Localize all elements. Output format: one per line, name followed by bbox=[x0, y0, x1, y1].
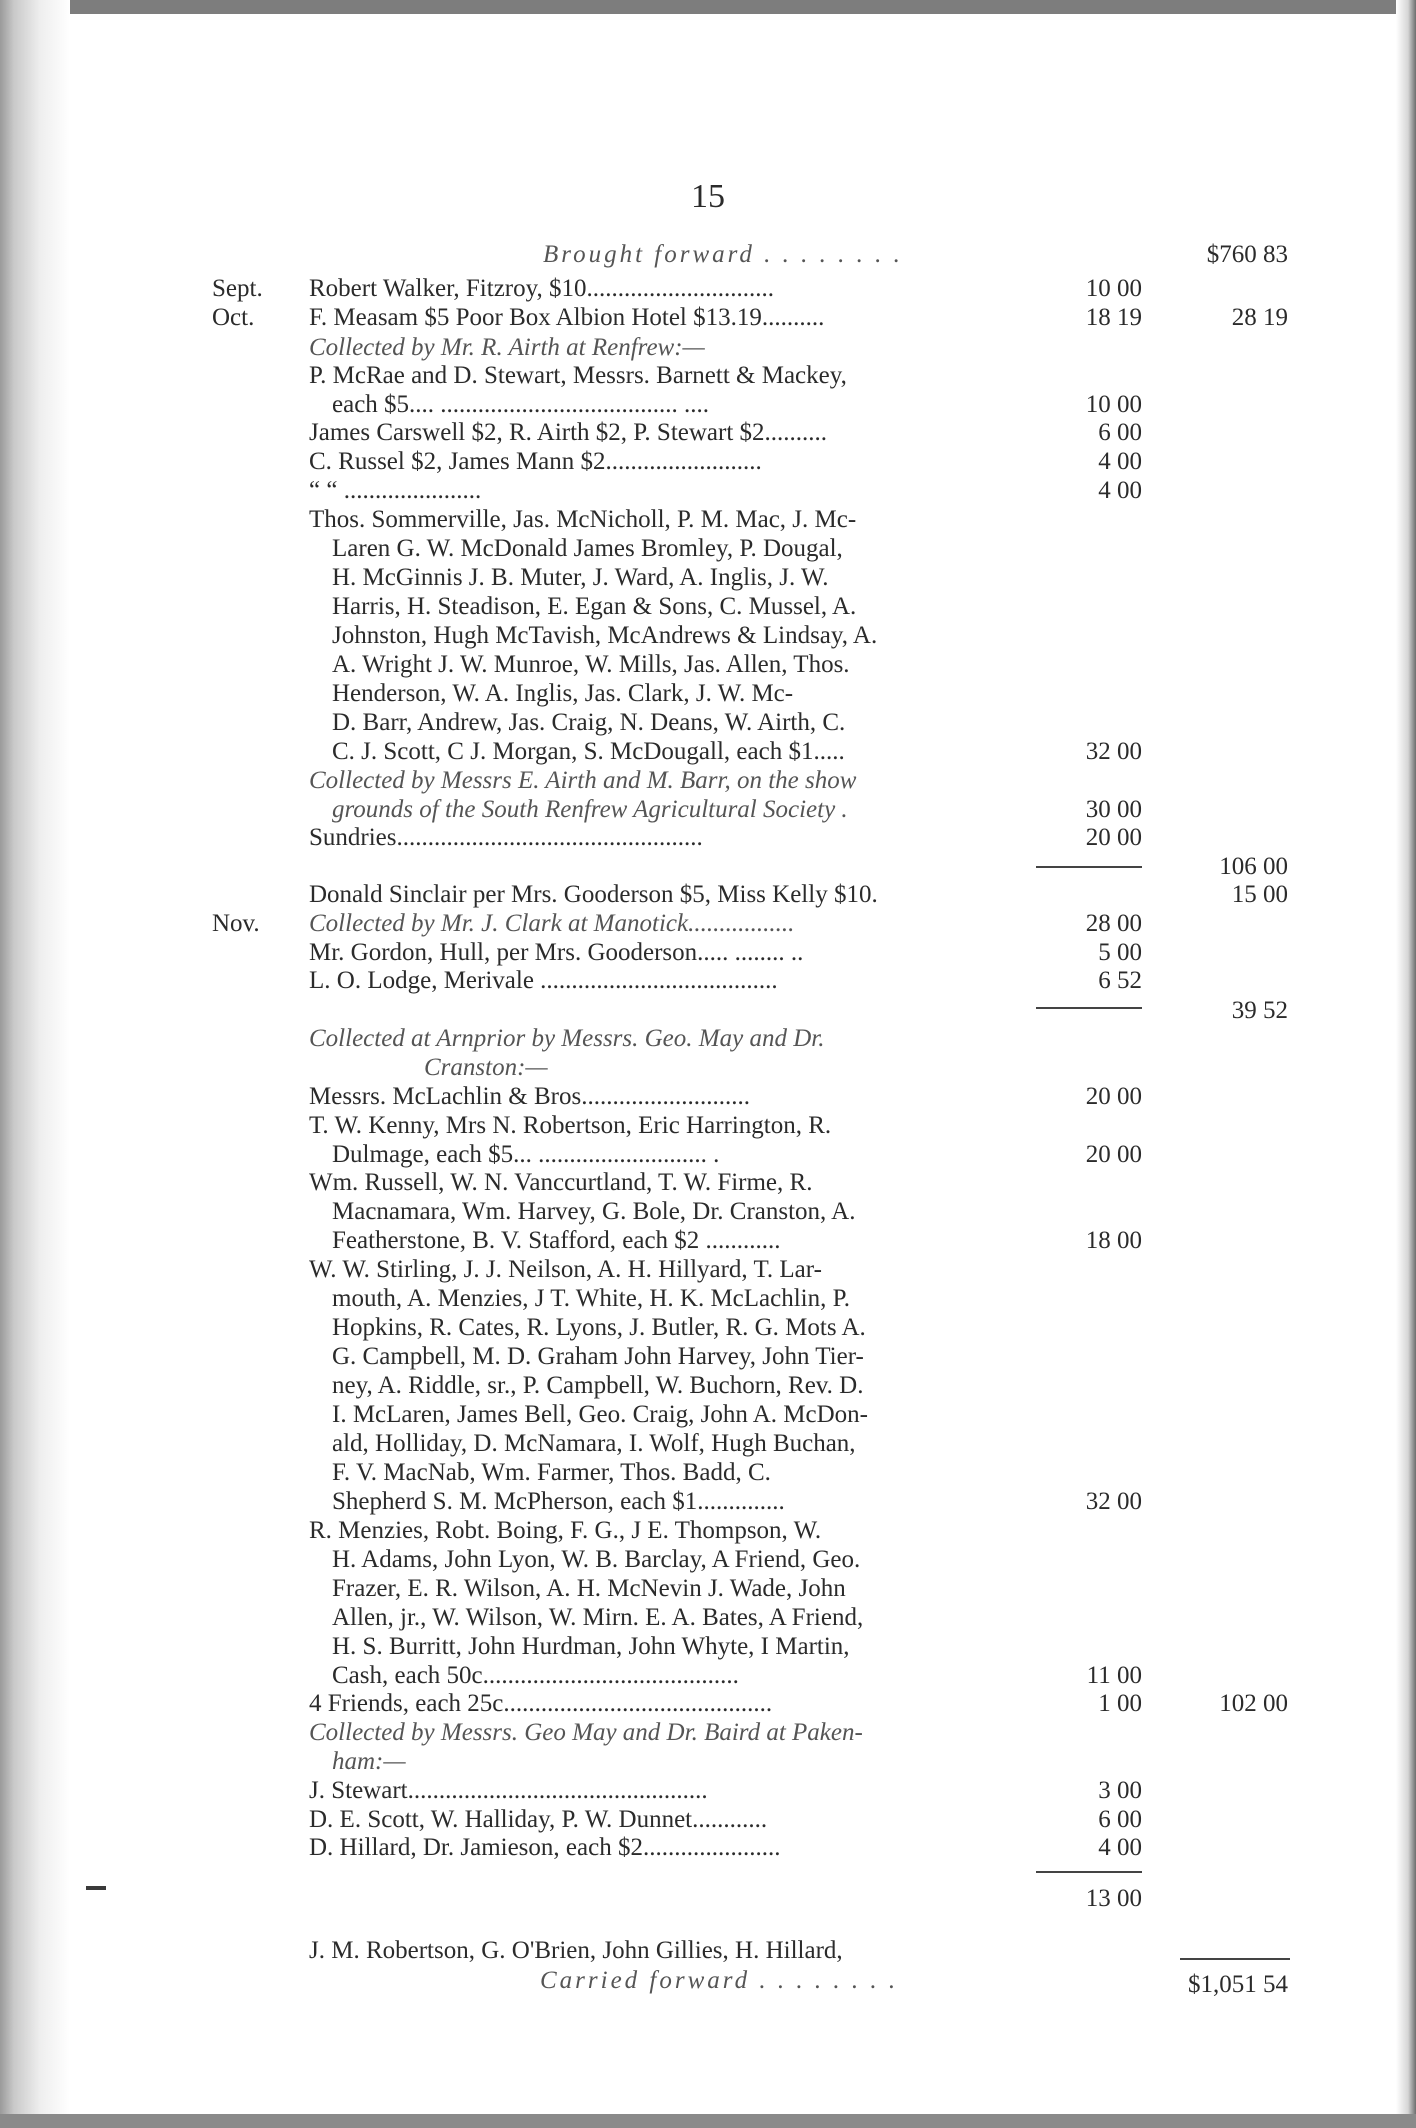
entry-description: Harris, H. Steadison, E. Egan & Sons, C. Mussel, A. bbox=[332, 593, 857, 620]
entry-amount: 18 19 bbox=[1085, 304, 1142, 331]
entry-description: Featherstone, B. V. Stafford, each $2 ............ bbox=[332, 1227, 781, 1254]
entry-amount: 20 00 bbox=[1085, 1141, 1142, 1168]
entry-total: 15 00 bbox=[1231, 881, 1288, 908]
entry-description: Brought forward . . . . . . . . bbox=[543, 241, 903, 268]
entry-amount: 10 00 bbox=[1085, 275, 1142, 302]
sum-rule bbox=[1036, 1871, 1142, 1873]
entry-description: Collected at Arnprior by Messrs. Geo. May and Dr. bbox=[309, 1025, 825, 1052]
entry-amount: 4 00 bbox=[1098, 1834, 1142, 1861]
entry-total: 39 52 bbox=[1231, 997, 1288, 1024]
entry-description: F. V. MacNab, Wm. Farmer, Thos. Badd, C. bbox=[332, 1459, 771, 1486]
entry-description: L. O. Lodge, Merivale ...................................... bbox=[309, 967, 778, 994]
entry-amount: 6 00 bbox=[1098, 419, 1142, 446]
entry-description: Hopkins, R. Cates, R. Lyons, J. Butler, R. G. Mots A. bbox=[332, 1314, 866, 1341]
entry-amount: 32 00 bbox=[1085, 1488, 1142, 1515]
entry-description: R. Menzies, Robt. Boing, F. G., J E. Thompson, W. bbox=[309, 1517, 822, 1544]
entry-description: T. W. Kenny, Mrs N. Robertson, Eric Harrington, R. bbox=[309, 1112, 832, 1139]
entry-description: ham:— bbox=[332, 1748, 406, 1775]
entry-date: Oct. bbox=[212, 304, 255, 331]
entry-total: 106 00 bbox=[1219, 853, 1288, 880]
entry-description: Messrs. McLachlin & Bros........................... bbox=[309, 1083, 750, 1110]
entry-date: Sept. bbox=[212, 275, 263, 302]
entry-amount: 6 00 bbox=[1098, 1806, 1142, 1833]
entry-description: Wm. Russell, W. N. Vanccurtland, T. W. Firme, R. bbox=[309, 1169, 813, 1196]
entry-total: $760 83 bbox=[1206, 241, 1288, 268]
sum-rule bbox=[1036, 866, 1142, 868]
entry-description: Thos. Sommerville, Jas. McNicholl, P. M. Mac, J. Mc- bbox=[309, 506, 857, 533]
entry-description: each $5.... ...................................... .... bbox=[332, 391, 710, 418]
entry-description: 4 Friends, each 25c........................................... bbox=[309, 1690, 773, 1717]
entry-amount: 4 00 bbox=[1098, 477, 1142, 504]
page-number: 15 bbox=[691, 178, 725, 215]
entry-amount: 10 00 bbox=[1085, 391, 1142, 418]
entry-description: I. McLaren, James Bell, Geo. Craig, John A. McDon- bbox=[332, 1401, 868, 1428]
entry-date: Nov. bbox=[212, 910, 260, 937]
scan-border-bottom bbox=[0, 2114, 1416, 2128]
entry-description: D. Hillard, Dr. Jamieson, each $2...................... bbox=[309, 1834, 781, 1861]
entry-description: H. McGinnis J. B. Muter, J. Ward, A. Inglis, J. W. bbox=[332, 564, 829, 591]
entry-description: Robert Walker, Fitzroy, $10.............................. bbox=[309, 275, 774, 302]
entry-description: Sundries................................................. bbox=[309, 824, 703, 851]
entry-description: W. W. Stirling, J. J. Neilson, A. H. Hillyard, T. Lar- bbox=[309, 1256, 822, 1283]
entry-description: Donald Sinclair per Mrs. Gooderson $5, Miss Kelly $10. bbox=[309, 881, 878, 908]
entry-description: grounds of the South Renfrew Agricultural Society . bbox=[332, 796, 848, 823]
entry-total: $1,051 54 bbox=[1188, 1971, 1288, 1998]
entry-description: Mr. Gordon, Hull, per Mrs. Gooderson..... ........ .. bbox=[309, 939, 804, 966]
entry-description: A. Wright J. W. Munroe, W. Mills, Jas. Allen, Thos. bbox=[332, 651, 850, 678]
entry-amount: 20 00 bbox=[1085, 1083, 1142, 1110]
entry-description: C. Russel $2, James Mann $2......................... bbox=[309, 448, 762, 475]
entry-description: James Carswell $2, R. Airth $2, P. Stewart $2.......... bbox=[309, 419, 828, 446]
entry-description: Johnston, Hugh McTavish, McAndrews & Lindsay, A. bbox=[332, 622, 878, 649]
entry-description: P. McRae and D. Stewart, Messrs. Barnett & Mackey, bbox=[309, 362, 847, 389]
entry-amount: 11 00 bbox=[1086, 1662, 1142, 1689]
entry-amount: 18 00 bbox=[1085, 1227, 1142, 1254]
entry-description: D. E. Scott, W. Halliday, P. W. Dunnet............ bbox=[309, 1806, 768, 1833]
entry-description: Henderson, W. A. Inglis, Jas. Clark, J. W. Mc- bbox=[332, 680, 794, 707]
entry-description: J. Stewart................................................ bbox=[309, 1777, 708, 1804]
entry-amount: 1 00 bbox=[1098, 1690, 1142, 1717]
entry-amount: 3 00 bbox=[1098, 1777, 1142, 1804]
entry-description: Collected by Mr. J. Clark at Manotick................. bbox=[309, 910, 795, 937]
entry-description: Dulmage, each $5... ........................... . bbox=[332, 1141, 720, 1168]
entry-amount: 13 00 bbox=[1085, 1885, 1142, 1912]
entry-amount: 30 00 bbox=[1085, 796, 1142, 823]
entry-description: G. Campbell, M. D. Graham John Harvey, John Tier- bbox=[332, 1343, 864, 1370]
entry-description: H. Adams, John Lyon, W. B. Barclay, A Friend, Geo. bbox=[332, 1546, 861, 1573]
entry-amount: 6 52 bbox=[1098, 967, 1142, 994]
entry-description: H. S. Burritt, John Hurdman, John Whyte, I Martin, bbox=[332, 1633, 850, 1660]
entry-description: D. Barr, Andrew, Jas. Craig, N. Deans, W. Airth, C. bbox=[332, 709, 846, 736]
entry-description: C. J. Scott, C J. Morgan, S. McDougall, each $1..... bbox=[332, 738, 845, 765]
entry-description: Collected by Messrs. Geo May and Dr. Baird at Paken- bbox=[309, 1719, 863, 1746]
entry-description: Laren G. W. McDonald James Bromley, P. Dougal, bbox=[332, 535, 843, 562]
entry-total: 28 19 bbox=[1231, 304, 1288, 331]
entry-amount: 28 00 bbox=[1085, 910, 1142, 937]
entry-description: Collected by Messrs E. Airth and M. Barr, on the show bbox=[309, 767, 857, 794]
entry-description: “ “ ...................... bbox=[309, 477, 482, 504]
entry-description: Carried forward . . . . . . . . bbox=[540, 1967, 899, 1994]
entry-description: Macnamara, Wm. Harvey, G. Bole, Dr. Cranston, A. bbox=[332, 1198, 856, 1225]
sum-rule bbox=[1036, 1007, 1142, 1009]
entry-description: J. M. Robertson, G. O'Brien, John Gillies, H. Hillard, bbox=[309, 1937, 843, 1964]
entry-description: ald, Holliday, D. McNamara, I. Wolf, Hugh Buchan, bbox=[332, 1430, 856, 1457]
page-edge-shadow bbox=[1396, 0, 1416, 2128]
sum-rule bbox=[1180, 1958, 1290, 1960]
entry-amount: 5 00 bbox=[1098, 939, 1142, 966]
entry-description: Cash, each 50c......................................... bbox=[332, 1662, 739, 1689]
entry-description: Collected by Mr. R. Airth at Renfrew:— bbox=[309, 334, 705, 361]
entry-amount: 4 00 bbox=[1098, 448, 1142, 475]
entry-description: Allen, jr., W. Wilson, W. Mirn. E. A. Bates, A Friend, bbox=[332, 1604, 864, 1631]
entry-description: Cranston:— bbox=[424, 1054, 548, 1081]
entry-description: F. Measam $5 Poor Box Albion Hotel $13.19.......... bbox=[309, 304, 825, 331]
entry-amount: 20 00 bbox=[1085, 824, 1142, 851]
entry-description: Frazer, E. R. Wilson, A. H. McNevin J. Wade, John bbox=[332, 1575, 846, 1602]
entry-description: Shepherd S. M. McPherson, each $1.............. bbox=[332, 1488, 785, 1515]
entry-description: mouth, A. Menzies, J T. White, H. K. McLachlin, P. bbox=[332, 1285, 851, 1312]
entry-total: 102 00 bbox=[1219, 1690, 1288, 1717]
entry-amount: 32 00 bbox=[1085, 738, 1142, 765]
entry-description: ney, A. Riddle, sr., P. Campbell, W. Buchorn, Rev. D. bbox=[332, 1372, 864, 1399]
